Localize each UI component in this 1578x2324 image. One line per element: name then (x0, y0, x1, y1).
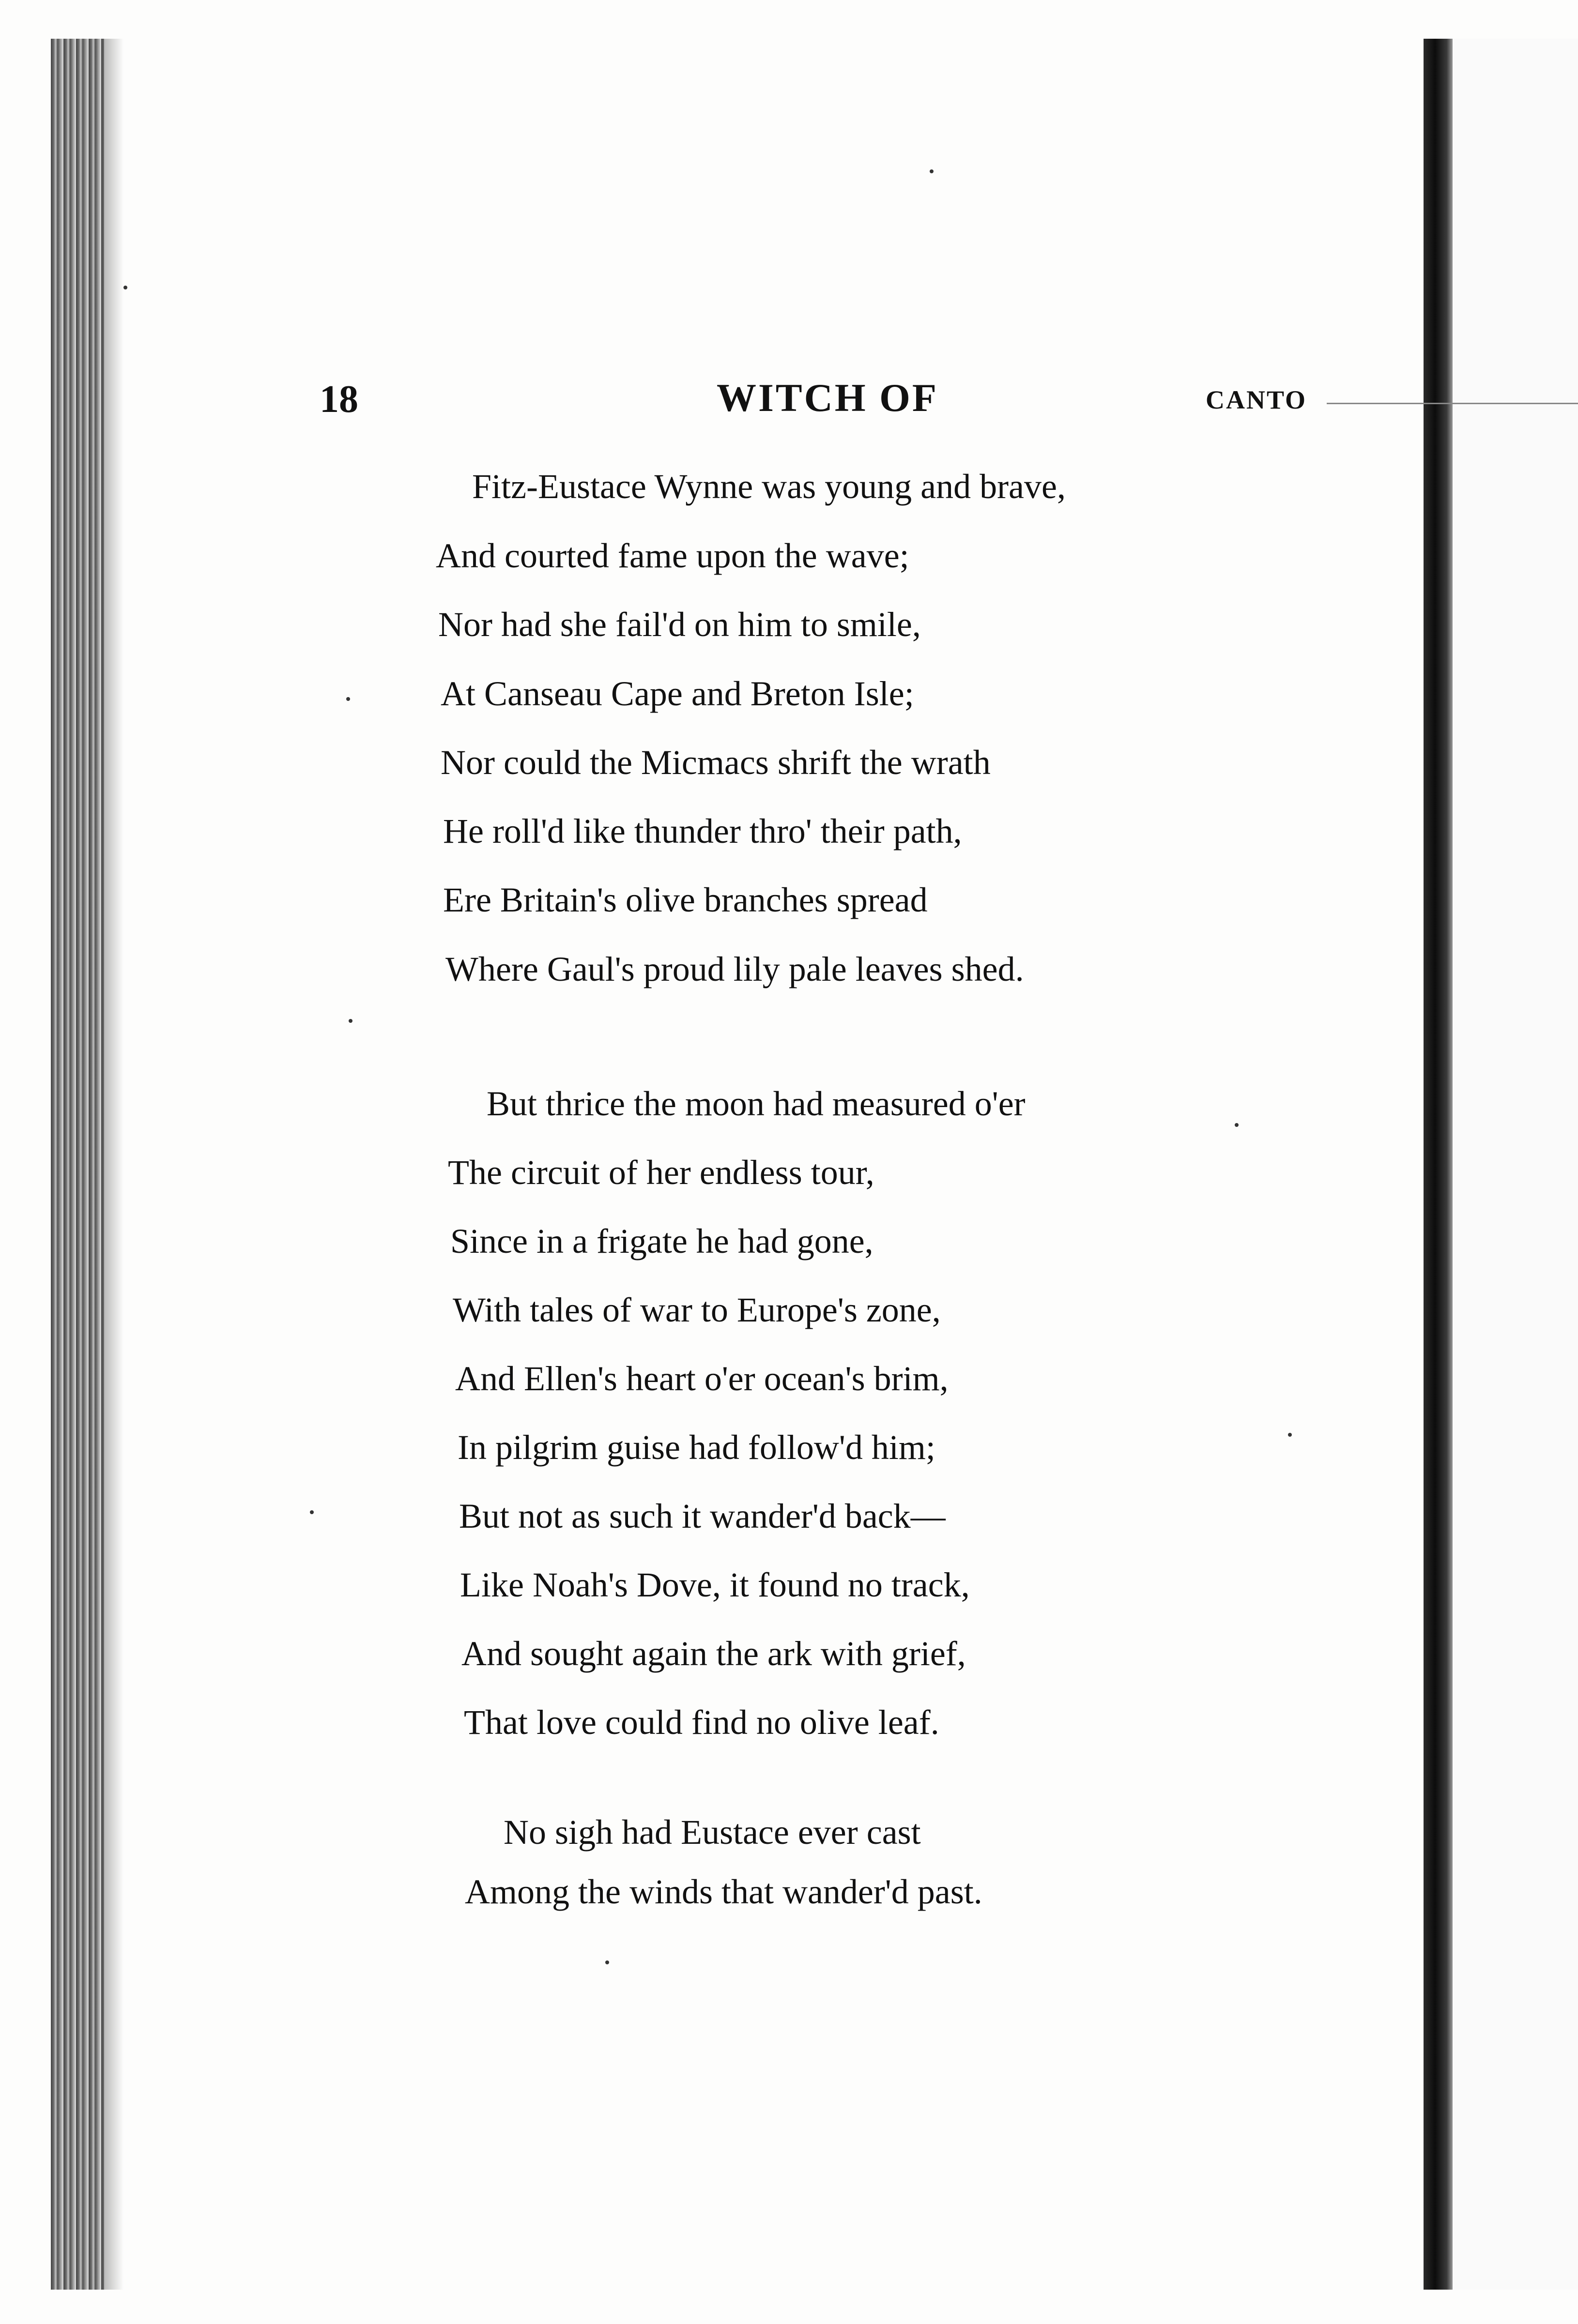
running-title: WITCH OF (717, 376, 938, 420)
verse-line: Nor could the Micmacs shrift the wrath (441, 743, 991, 782)
verse-line: And Ellen's heart o'er ocean's brim, (455, 1359, 949, 1398)
verse-line: That love could find no olive leaf. (464, 1703, 939, 1742)
verse-line: But not as such it wander'd back— (459, 1497, 946, 1535)
verse-line: And courted fame upon the wave; (436, 536, 909, 575)
verse-line: At Canseau Cape and Breton Isle; (441, 674, 914, 713)
verse-line: Since in a frigate he had gone, (450, 1222, 873, 1261)
verse-line: Like Noah's Dove, it found no track, (460, 1565, 970, 1604)
running-section: CANTO (1206, 385, 1307, 414)
verse-line: Where Gaul's proud lily pale leaves shed. (445, 950, 1024, 988)
verse-line: In pilgrim guise had follow'd him; (458, 1428, 935, 1467)
verse-line: Nor had she fail'd on him to smile, (438, 605, 921, 644)
book-binding-edge (51, 39, 104, 2290)
verse-line: No sigh had Eustace ever cast (504, 1813, 921, 1852)
verse-line: And sought again the ark with grief, (461, 1634, 966, 1673)
page-number: 18 (320, 378, 358, 421)
verse-line: Ere Britain's olive branches spread (443, 881, 928, 919)
verse-line: The circuit of her endless tour, (448, 1153, 874, 1192)
verse-line: Among the winds that wander'd past. (465, 1872, 982, 1911)
header-rule (1327, 403, 1578, 404)
page-edge-dark (1424, 39, 1453, 2290)
verse-line: He roll'd like thunder thro' their path, (443, 812, 962, 851)
page-edge-outer (1453, 39, 1578, 2290)
verse-line: But thrice the moon had measured o'er (487, 1084, 1026, 1123)
verse-line: With tales of war to Europe's zone, (453, 1291, 941, 1329)
binding-shadow (104, 39, 123, 2290)
verse-line: Fitz-Eustace Wynne was young and brave, (472, 467, 1066, 506)
